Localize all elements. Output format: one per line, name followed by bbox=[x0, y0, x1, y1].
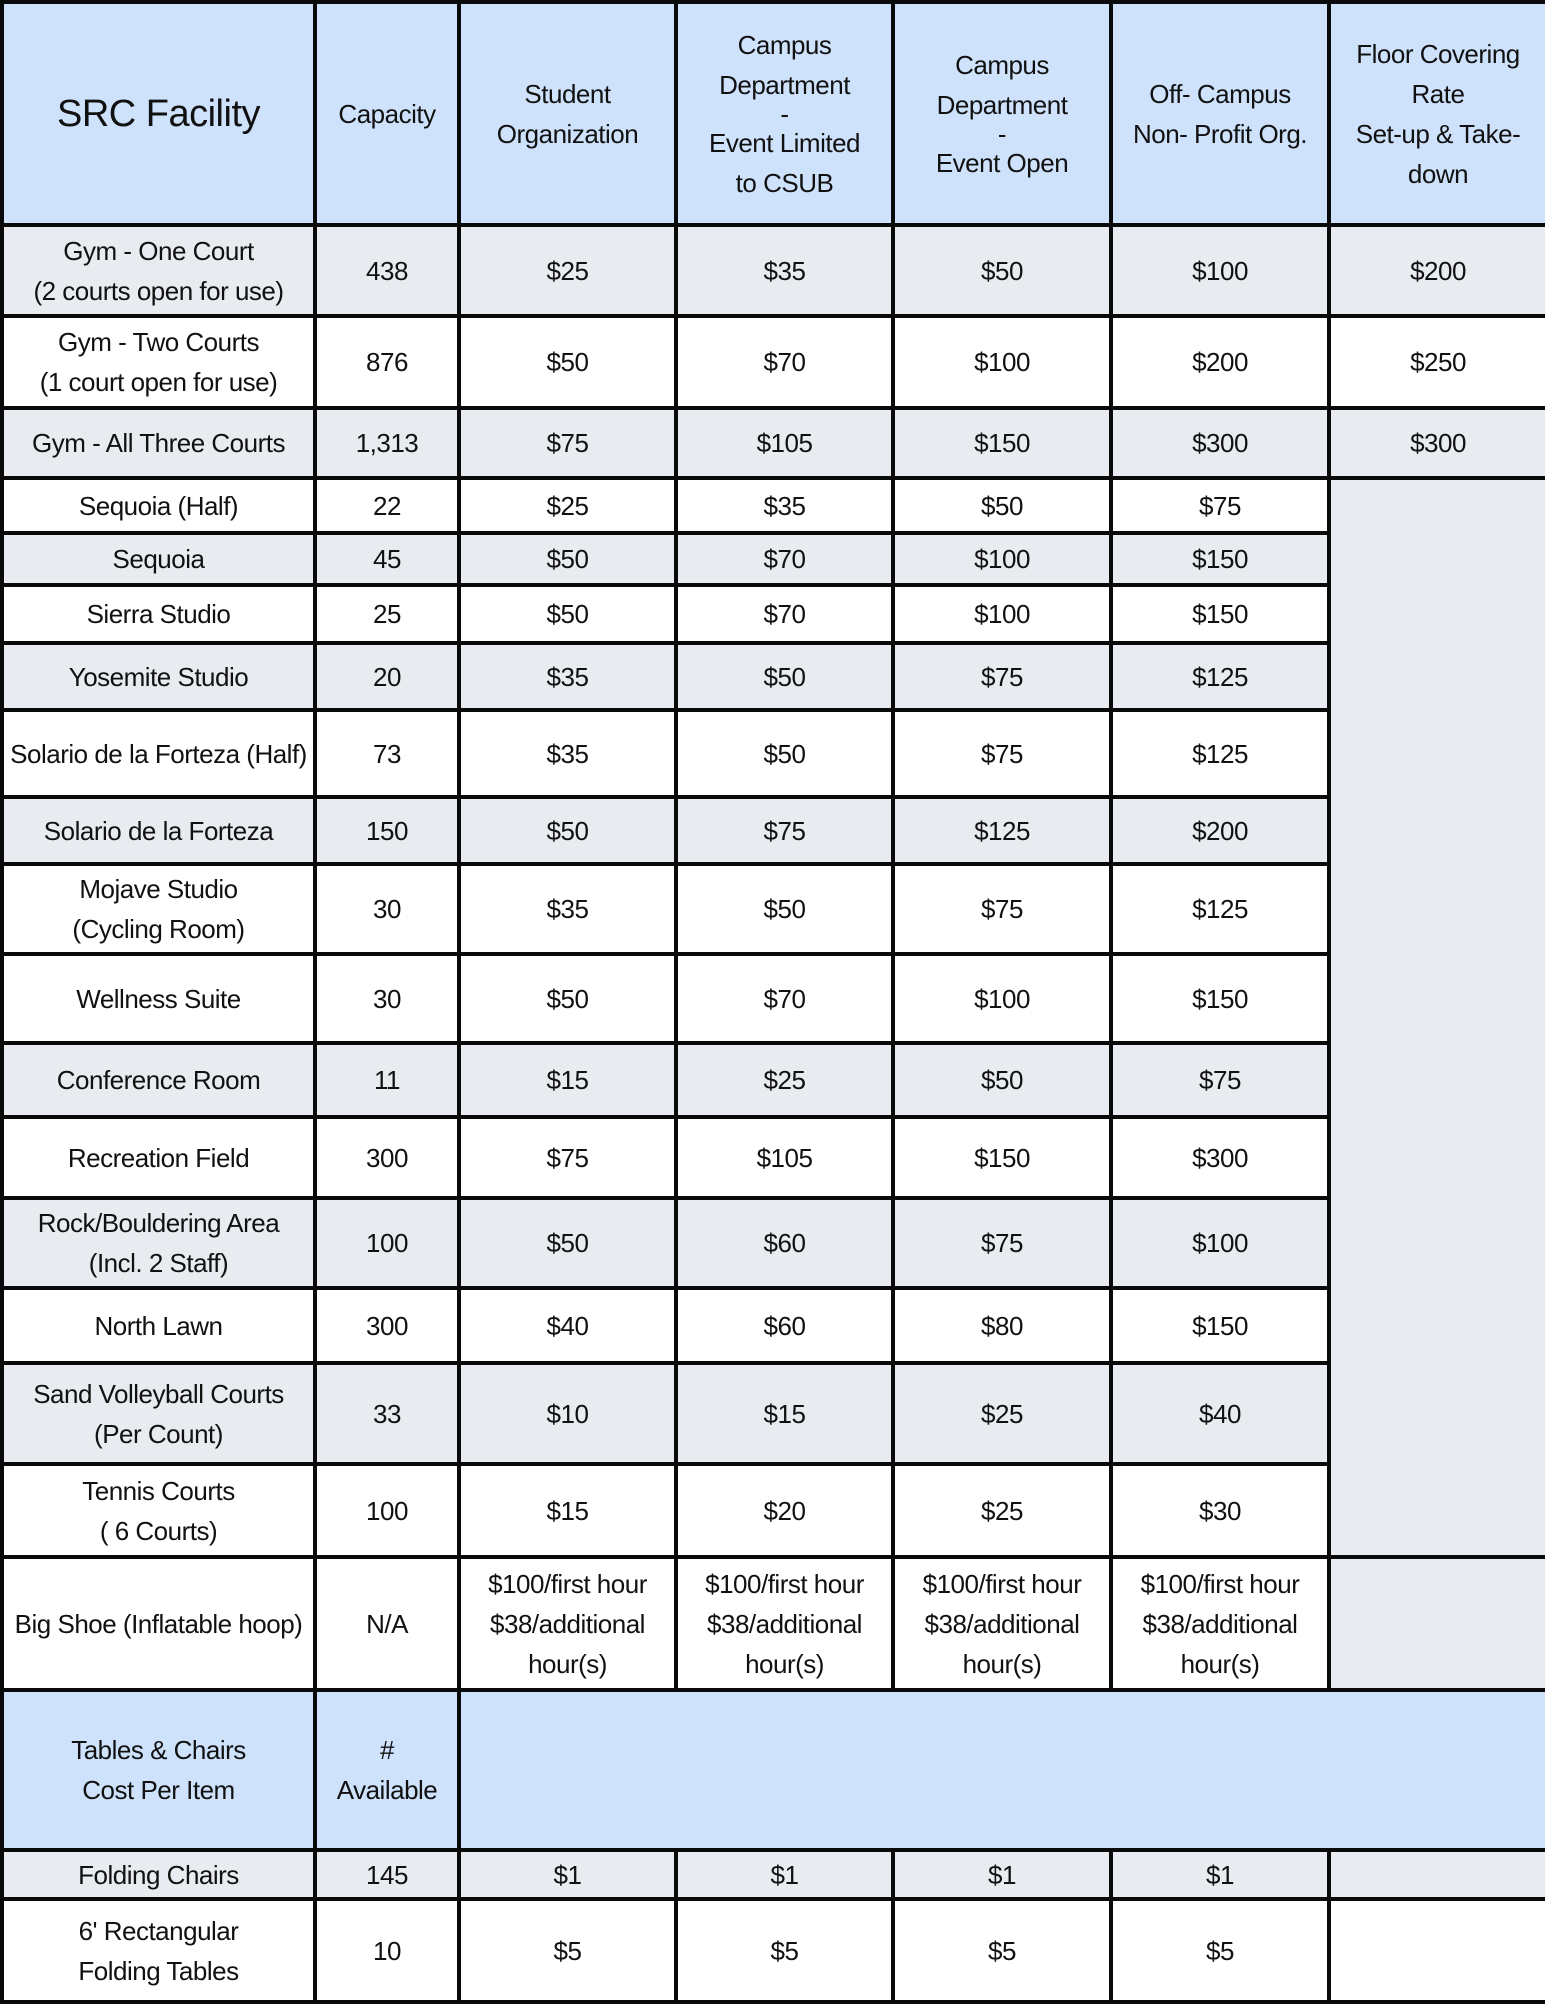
dept-open-rate bbox=[893, 1557, 1111, 1690]
dept-open-rate: $25 bbox=[893, 1363, 1111, 1464]
dept-limited-rate bbox=[676, 1557, 893, 1690]
dept-open-rate: $80 bbox=[893, 1288, 1111, 1363]
dept-open-rate: $5 bbox=[893, 1899, 1111, 2002]
table-row bbox=[2, 1557, 1545, 1690]
table-row bbox=[2, 1043, 1545, 1117]
name-line: (Cycling Room) bbox=[72, 914, 245, 944]
header-student-org bbox=[459, 2, 676, 225]
name-line: (Per Count) bbox=[94, 1418, 223, 1449]
rate-line: $100/first hour bbox=[922, 1568, 1082, 1599]
header-line: Set-up & Take- bbox=[1355, 118, 1521, 149]
facility-name bbox=[2, 1464, 315, 1557]
facility-name: Solario de la Forteza bbox=[2, 797, 315, 864]
facility-name: Gym - All Three Courts bbox=[2, 408, 315, 478]
equipment-header-available bbox=[315, 1690, 459, 1850]
table-row bbox=[2, 408, 1545, 478]
dept-limited-rate: $60 bbox=[676, 1198, 893, 1288]
header-line: Non- Profit Org. bbox=[1132, 118, 1308, 149]
name-line: Gym - One Court bbox=[63, 235, 254, 266]
dept-open-rate: $1 bbox=[893, 1850, 1111, 1899]
floor-covering-rate: $250 bbox=[1329, 316, 1545, 408]
header-line: Cost Per Item bbox=[82, 1775, 235, 1805]
table-row bbox=[2, 1464, 1545, 1557]
off-campus-rate: $125 bbox=[1111, 710, 1329, 797]
off-campus-rate: $200 bbox=[1111, 797, 1329, 864]
off-campus-rate: $300 bbox=[1111, 1117, 1329, 1198]
header-line: down bbox=[1407, 158, 1469, 189]
header-dept-open bbox=[893, 2, 1111, 225]
header-off-campus bbox=[1111, 2, 1329, 225]
dept-limited-rate: $50 bbox=[676, 643, 893, 710]
floor-covering-rate: $200 bbox=[1329, 225, 1545, 316]
student-org-rate: $75 bbox=[459, 1117, 676, 1198]
name-line: (1 court open for use) bbox=[39, 367, 278, 397]
available-cell: 145 bbox=[315, 1850, 459, 1899]
student-org-rate: $50 bbox=[459, 585, 676, 643]
rate-line: hour(s) bbox=[528, 1648, 607, 1679]
header-line: Campus bbox=[955, 49, 1049, 80]
off-campus-rate: $40 bbox=[1111, 1363, 1329, 1464]
header-line: to CSUB bbox=[735, 167, 834, 198]
dept-open-rate: $75 bbox=[893, 1198, 1111, 1288]
student-org-rate: $50 bbox=[459, 533, 676, 585]
student-org-rate: $1 bbox=[459, 1850, 676, 1899]
student-org-rate: $5 bbox=[459, 1899, 676, 2002]
dept-limited-rate: $5 bbox=[676, 1899, 893, 2002]
rate-line: $100/first hour bbox=[705, 1568, 864, 1599]
student-org-rate: $10 bbox=[459, 1363, 676, 1464]
student-org-rate: $75 bbox=[459, 408, 676, 478]
table-row bbox=[2, 864, 1545, 954]
dept-open-rate: $100 bbox=[893, 316, 1111, 408]
header-line: Off- Campus bbox=[1149, 78, 1291, 109]
capacity-cell: 20 bbox=[315, 643, 459, 710]
table-row bbox=[2, 954, 1545, 1043]
table-row bbox=[2, 797, 1545, 864]
header-dept-limited bbox=[676, 2, 893, 225]
capacity-cell: 300 bbox=[315, 1288, 459, 1363]
off-campus-rate: $30 bbox=[1111, 1464, 1329, 1557]
header-row bbox=[2, 2, 1545, 225]
header-line: Tables & Chairs bbox=[71, 1735, 246, 1765]
dept-limited-rate: $35 bbox=[676, 225, 893, 316]
header-line: Available bbox=[336, 1775, 438, 1805]
facility-name: Conference Room bbox=[2, 1043, 315, 1117]
student-org-rate: $15 bbox=[459, 1464, 676, 1557]
dept-limited-rate: $50 bbox=[676, 864, 893, 954]
student-org-rate: $25 bbox=[459, 225, 676, 316]
off-campus-rate: $300 bbox=[1111, 408, 1329, 478]
off-campus-rate: $100 bbox=[1111, 225, 1329, 316]
off-campus-rate: $150 bbox=[1111, 533, 1329, 585]
facility-name bbox=[2, 1198, 315, 1288]
equipment-header-item bbox=[2, 1690, 315, 1850]
capacity-cell: 300 bbox=[315, 1117, 459, 1198]
capacity-cell: 11 bbox=[315, 1043, 459, 1117]
name-line: Sand Volleyball Courts bbox=[33, 1378, 284, 1409]
student-org-rate bbox=[459, 1557, 676, 1690]
floor-covering-rate: $300 bbox=[1329, 408, 1545, 478]
facility-name: Sequoia bbox=[2, 533, 315, 585]
facility-name: Recreation Field bbox=[2, 1117, 315, 1198]
rate-line: $38/additional bbox=[924, 1608, 1080, 1639]
header-line: Organization bbox=[496, 118, 639, 149]
facility-name: Sierra Studio bbox=[2, 585, 315, 643]
header-line: Event Limited bbox=[708, 127, 861, 158]
off-campus-rate: $100 bbox=[1111, 1198, 1329, 1288]
dept-open-rate: $150 bbox=[893, 408, 1111, 478]
header-line: - bbox=[997, 118, 1007, 149]
header-line: Event Open bbox=[935, 147, 1069, 178]
dept-limited-rate: $1 bbox=[676, 1850, 893, 1899]
student-org-rate: $15 bbox=[459, 1043, 676, 1117]
header-line: Student bbox=[524, 78, 611, 109]
table-row bbox=[2, 225, 1545, 316]
rate-line: hour(s) bbox=[745, 1648, 824, 1679]
table-row bbox=[2, 643, 1545, 710]
capacity-cell: 30 bbox=[315, 864, 459, 954]
header-line: - bbox=[780, 98, 789, 129]
facility-name: Big Shoe (Inflatable hoop) bbox=[2, 1557, 315, 1690]
dept-limited-rate: $70 bbox=[676, 316, 893, 408]
facility-name: Sequoia (Half) bbox=[2, 478, 315, 533]
facility-name bbox=[2, 316, 315, 408]
dept-limited-rate: $105 bbox=[676, 1117, 893, 1198]
table-row bbox=[2, 1288, 1545, 1363]
dept-open-rate: $50 bbox=[893, 225, 1111, 316]
equipment-name: Folding Chairs bbox=[2, 1850, 315, 1899]
name-line: ( 6 Courts) bbox=[99, 1515, 218, 1546]
available-cell: 10 bbox=[315, 1899, 459, 2002]
table-row bbox=[2, 1117, 1545, 1198]
off-campus-rate: $125 bbox=[1111, 864, 1329, 954]
table-row bbox=[2, 1899, 1545, 2002]
name-line: Rock/Bouldering Area bbox=[37, 1208, 280, 1238]
equipment-header-blank bbox=[459, 1690, 1545, 1850]
off-campus-rate: $125 bbox=[1111, 643, 1329, 710]
name-line: Gym - Two Courts bbox=[57, 327, 259, 357]
capacity-cell: 100 bbox=[315, 1464, 459, 1557]
rate-line: $38/additional bbox=[707, 1608, 862, 1639]
off-campus-rate: $5 bbox=[1111, 1899, 1329, 2002]
dept-open-rate: $150 bbox=[893, 1117, 1111, 1198]
dept-open-rate: $75 bbox=[893, 643, 1111, 710]
name-line: 6' Rectangular bbox=[78, 1915, 239, 1946]
dept-limited-rate: $35 bbox=[676, 478, 893, 533]
dept-limited-rate: $70 bbox=[676, 954, 893, 1043]
capacity-cell: 150 bbox=[315, 797, 459, 864]
capacity-cell: 100 bbox=[315, 1198, 459, 1288]
facility-name bbox=[2, 1363, 315, 1464]
name-line: (2 courts open for use) bbox=[33, 275, 284, 306]
capacity-cell: 438 bbox=[315, 225, 459, 316]
dept-limited-rate: $60 bbox=[676, 1288, 893, 1363]
facility-name bbox=[2, 864, 315, 954]
table-row bbox=[2, 1198, 1545, 1288]
dept-limited-rate: $20 bbox=[676, 1464, 893, 1557]
table-row bbox=[2, 316, 1545, 408]
dept-limited-rate: $75 bbox=[676, 797, 893, 864]
dept-limited-rate: $70 bbox=[676, 533, 893, 585]
rate-line: $100/first hour bbox=[1140, 1568, 1300, 1599]
header-line: Department bbox=[936, 89, 1068, 120]
off-campus-rate: $150 bbox=[1111, 585, 1329, 643]
off-campus-rate: $150 bbox=[1111, 954, 1329, 1043]
table-row bbox=[2, 1363, 1545, 1464]
dept-limited-rate: $50 bbox=[676, 710, 893, 797]
equipment-name bbox=[2, 1899, 315, 2002]
capacity-cell: 1,313 bbox=[315, 408, 459, 478]
student-org-rate: $25 bbox=[459, 478, 676, 533]
rate-line: hour(s) bbox=[1180, 1648, 1260, 1679]
dept-limited-rate: $15 bbox=[676, 1363, 893, 1464]
floor-covering-empty bbox=[1329, 1557, 1545, 1690]
header-line: Floor Covering bbox=[1356, 38, 1520, 69]
header-facility: SRC Facility bbox=[2, 2, 315, 225]
floor-covering-empty bbox=[1329, 1850, 1545, 1899]
rate-line: hour(s) bbox=[962, 1648, 1042, 1679]
off-campus-rate: $75 bbox=[1111, 1043, 1329, 1117]
student-org-rate: $50 bbox=[459, 1198, 676, 1288]
header-line: # bbox=[380, 1735, 394, 1765]
floor-covering-empty bbox=[1329, 1899, 1545, 2002]
table-row bbox=[2, 1850, 1545, 1899]
rate-line: $38/additional bbox=[1142, 1608, 1298, 1639]
header-line: Campus bbox=[737, 29, 832, 60]
name-line: Mojave Studio bbox=[79, 874, 238, 904]
equipment-header-row bbox=[2, 1690, 1545, 1850]
off-campus-rate: $75 bbox=[1111, 478, 1329, 533]
dept-open-rate: $50 bbox=[893, 478, 1111, 533]
student-org-rate: $35 bbox=[459, 643, 676, 710]
student-org-rate: $35 bbox=[459, 710, 676, 797]
off-campus-rate: $1 bbox=[1111, 1850, 1329, 1899]
dept-open-rate: $100 bbox=[893, 954, 1111, 1043]
student-org-rate: $35 bbox=[459, 864, 676, 954]
dept-open-rate: $75 bbox=[893, 864, 1111, 954]
capacity-cell: 33 bbox=[315, 1363, 459, 1464]
header-line: Rate bbox=[1411, 78, 1465, 109]
rate-line: $100/first hour bbox=[488, 1568, 647, 1599]
floor-covering-na-block bbox=[1329, 478, 1545, 1557]
facility-name: Solario de la Forteza (Half) bbox=[2, 710, 315, 797]
off-campus-rate: $200 bbox=[1111, 316, 1329, 408]
capacity-cell: 73 bbox=[315, 710, 459, 797]
facility-name bbox=[2, 225, 315, 316]
facility-name: Yosemite Studio bbox=[2, 643, 315, 710]
capacity-cell: 45 bbox=[315, 533, 459, 585]
capacity-cell: 25 bbox=[315, 585, 459, 643]
dept-limited-rate: $105 bbox=[676, 408, 893, 478]
table-row bbox=[2, 585, 1545, 643]
capacity-cell: N/A bbox=[315, 1557, 459, 1690]
dept-limited-rate: $25 bbox=[676, 1043, 893, 1117]
table-row bbox=[2, 533, 1545, 585]
dept-open-rate: $100 bbox=[893, 585, 1111, 643]
student-org-rate: $40 bbox=[459, 1288, 676, 1363]
dept-open-rate: $100 bbox=[893, 533, 1111, 585]
student-org-rate: $50 bbox=[459, 954, 676, 1043]
dept-open-rate: $50 bbox=[893, 1043, 1111, 1117]
name-line: Folding Tables bbox=[78, 1955, 239, 1986]
capacity-cell: 22 bbox=[315, 478, 459, 533]
header-line: Department bbox=[719, 69, 850, 100]
facility-name: North Lawn bbox=[2, 1288, 315, 1363]
header-capacity: Capacity bbox=[315, 2, 459, 225]
dept-limited-rate: $70 bbox=[676, 585, 893, 643]
dept-open-rate: $125 bbox=[893, 797, 1111, 864]
table-row bbox=[2, 710, 1545, 797]
table-row bbox=[2, 478, 1545, 533]
student-org-rate: $50 bbox=[459, 316, 676, 408]
off-campus-rate: $150 bbox=[1111, 1288, 1329, 1363]
off-campus-rate bbox=[1111, 1557, 1329, 1690]
rate-line: $38/additional bbox=[490, 1608, 645, 1639]
name-line: (Incl. 2 Staff) bbox=[88, 1248, 229, 1278]
student-org-rate: $50 bbox=[459, 797, 676, 864]
header-floor-covering bbox=[1329, 2, 1545, 225]
name-line: Tennis Courts bbox=[82, 1475, 235, 1506]
dept-open-rate: $75 bbox=[893, 710, 1111, 797]
dept-open-rate: $25 bbox=[893, 1464, 1111, 1557]
capacity-cell: 30 bbox=[315, 954, 459, 1043]
facility-name: Wellness Suite bbox=[2, 954, 315, 1043]
capacity-cell: 876 bbox=[315, 316, 459, 408]
